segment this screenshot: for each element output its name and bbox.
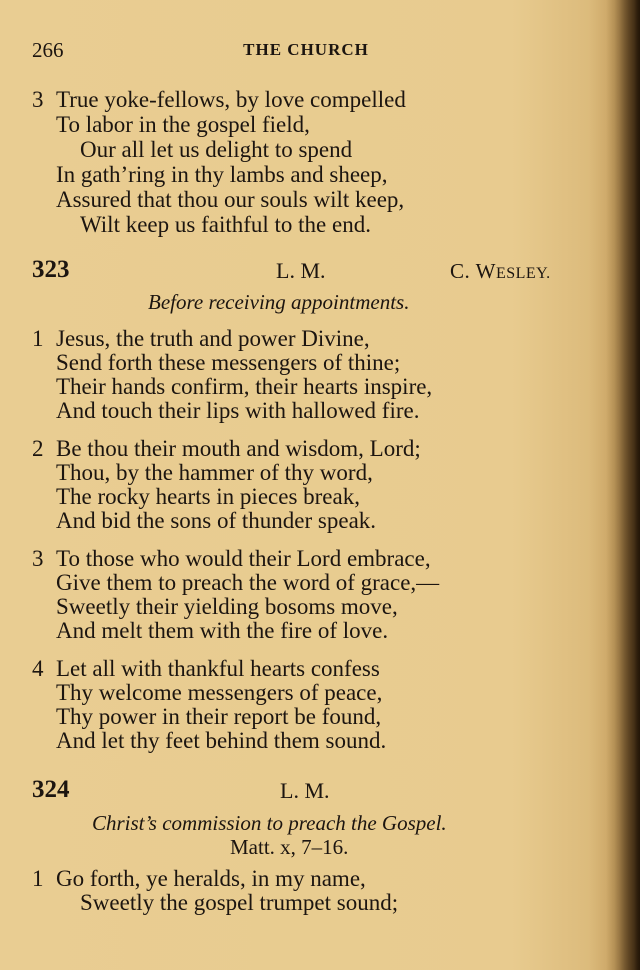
hymn-subtitle: Christ’s commission to preach the Gospel. [92, 811, 447, 835]
hymn-line: Go forth, ye heralds, in my name, [56, 866, 366, 891]
hymn-line: Send forth these messengers of thine; [56, 350, 401, 375]
stanza-number: 3 [32, 546, 44, 571]
hymn-line: And touch their lips with hallowed fire. [56, 398, 420, 423]
author-surname: ESLEY. [495, 265, 551, 282]
hymn-line: The rocky hearts in pieces break, [56, 484, 360, 509]
hymn-line: Assured that thou our souls wilt keep, [56, 187, 405, 212]
hymn-line: Thy welcome messengers of peace, [56, 680, 383, 705]
hymn-line: Jesus, the truth and power Divine, [56, 326, 370, 351]
hymn-number: 324 [32, 776, 70, 803]
page-number: 266 [32, 38, 64, 62]
book-spine-shadow [606, 0, 640, 970]
hymn-line: And melt them with the fire of love. [56, 618, 389, 643]
stanza-number: 2 [32, 436, 44, 461]
hymn-line: Be thou their mouth and wisdom, Lord; [56, 436, 421, 461]
stanza-number: 1 [32, 326, 44, 351]
hymn-line: Sweetly their yielding bosoms move, [56, 594, 398, 619]
hymn-line: Their hands confirm, their hearts inspire, [56, 374, 433, 399]
hymn-line: True yoke-fellows, by love compelled [56, 87, 406, 112]
hymn-line: Our all let us delight to spend [80, 137, 353, 162]
page-header [32, 38, 580, 64]
hymn-line: To those who would their Lord embrace, [56, 546, 431, 571]
hymn-line: Wilt keep us faithful to the end. [80, 212, 371, 237]
hymn-meter: L. M. [276, 258, 326, 283]
running-head: THE CHURCH [243, 40, 369, 59]
hymn-line: To labor in the gospel field, [56, 112, 310, 137]
stanza-number: 3 [32, 87, 44, 112]
hymn-line: And let thy feet behind them sound. [56, 728, 387, 753]
author-initial: C. W [450, 259, 496, 283]
hymn-line: Thy power in their report be found, [56, 704, 382, 729]
hymn-number: 323 [32, 256, 70, 283]
hymn-line: Let all with thankful hearts confess [56, 656, 380, 681]
hymn-line: Thou, by the hammer of thy word, [56, 460, 373, 485]
hymn-line: In gath’ring in thy lambs and sheep, [56, 162, 388, 187]
hymn-author [450, 257, 551, 288]
stanza-number: 1 [32, 866, 44, 891]
scripture-reference: Matt. x, 7–16. [230, 835, 349, 859]
stanza-number: 4 [32, 656, 44, 681]
hymn-subtitle: Before receiving appointments. [148, 290, 410, 314]
hymn-meter: L. M. [280, 778, 330, 803]
hymn-line: Give them to preach the word of grace,— [56, 570, 440, 595]
hymn-line: Sweetly the gospel trumpet sound; [80, 890, 399, 915]
hymn-line: And bid the sons of thunder speak. [56, 508, 377, 533]
